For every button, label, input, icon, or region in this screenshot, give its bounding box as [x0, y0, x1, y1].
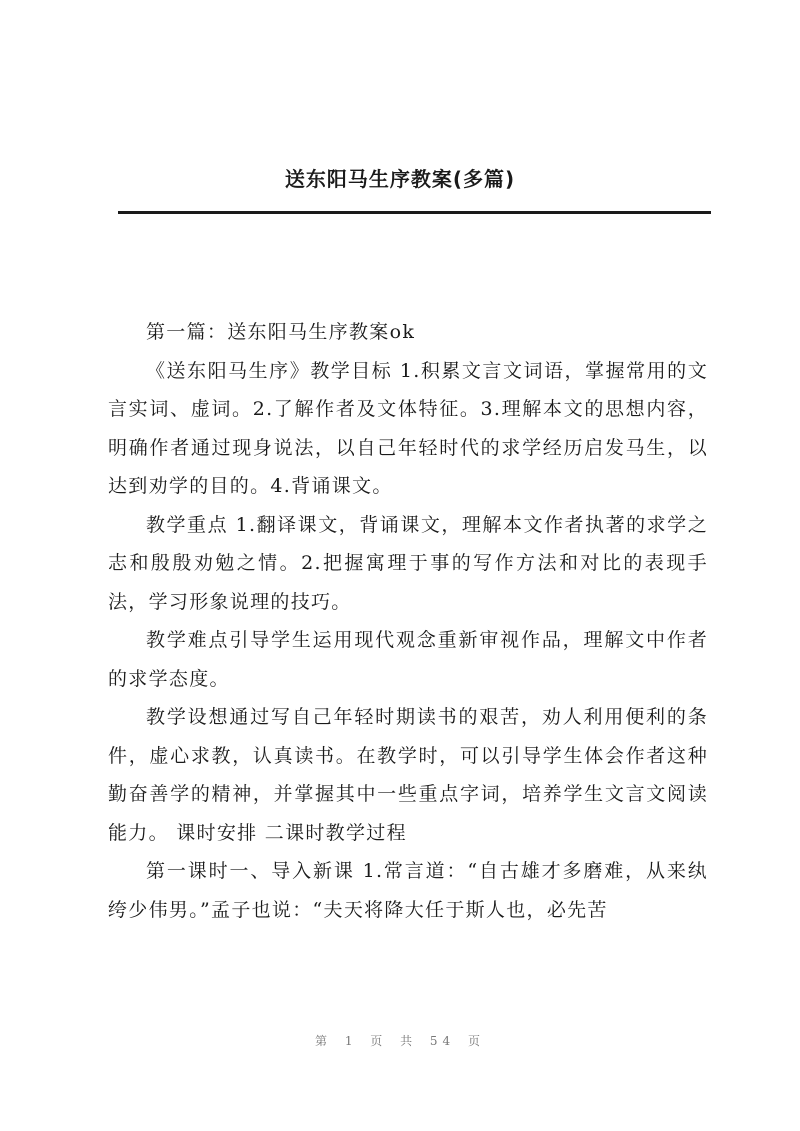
paragraph-teaching-goals: 《送东阳马生序》教学目标 1.积累文言文词语，掌握常用的文言实词、虚词。2.了解作者及文体特征。3.理解本文的思想内容，明确作者通过现身说法，以自己年轻时代的求学经历启发马生，以达到劝学的目的。4.背诵课文。 — [108, 359, 708, 497]
paragraph-teaching-design: 教学设想通过写自己年轻时期读书的艰苦，劝人利用便利的条件，虚心求教，认真读书。在教学时，可以引导学生体会作者这种勤奋善学的精神，并掌握其中一些重点字词，培养学生文言文阅读能力。 课时安排 二课时教学过程 — [108, 706, 708, 844]
paragraph-section-heading: 第一篇：送东阳马生序教案ok — [146, 321, 416, 343]
title-divider — [118, 211, 711, 214]
page-number-footer: 第 1 页 共 54 页 — [315, 1034, 485, 1048]
paragraph-first-lesson: 第一课时一、导入新课 1.常言道：“自古雄才多磨难，从来纨绔少伟男。”孟子也说：“夫天将降大任于斯人也，必先苦 — [108, 860, 708, 921]
document-body — [108, 313, 708, 929]
paragraph-teaching-difficulty: 教学难点引导学生运用现代观念重新审视作品，理解文中作者的求学态度。 — [108, 629, 708, 690]
paragraph-teaching-focus: 教学重点 1.翻译课文，背诵课文，理解本文作者执著的求学之志和殷殷劝勉之情。2.把握寓理于事的写作方法和对比的表现手法，学习形象说理的技巧。 — [108, 513, 708, 613]
page-title: 送东阳马生序教案(多篇) — [284, 167, 516, 191]
